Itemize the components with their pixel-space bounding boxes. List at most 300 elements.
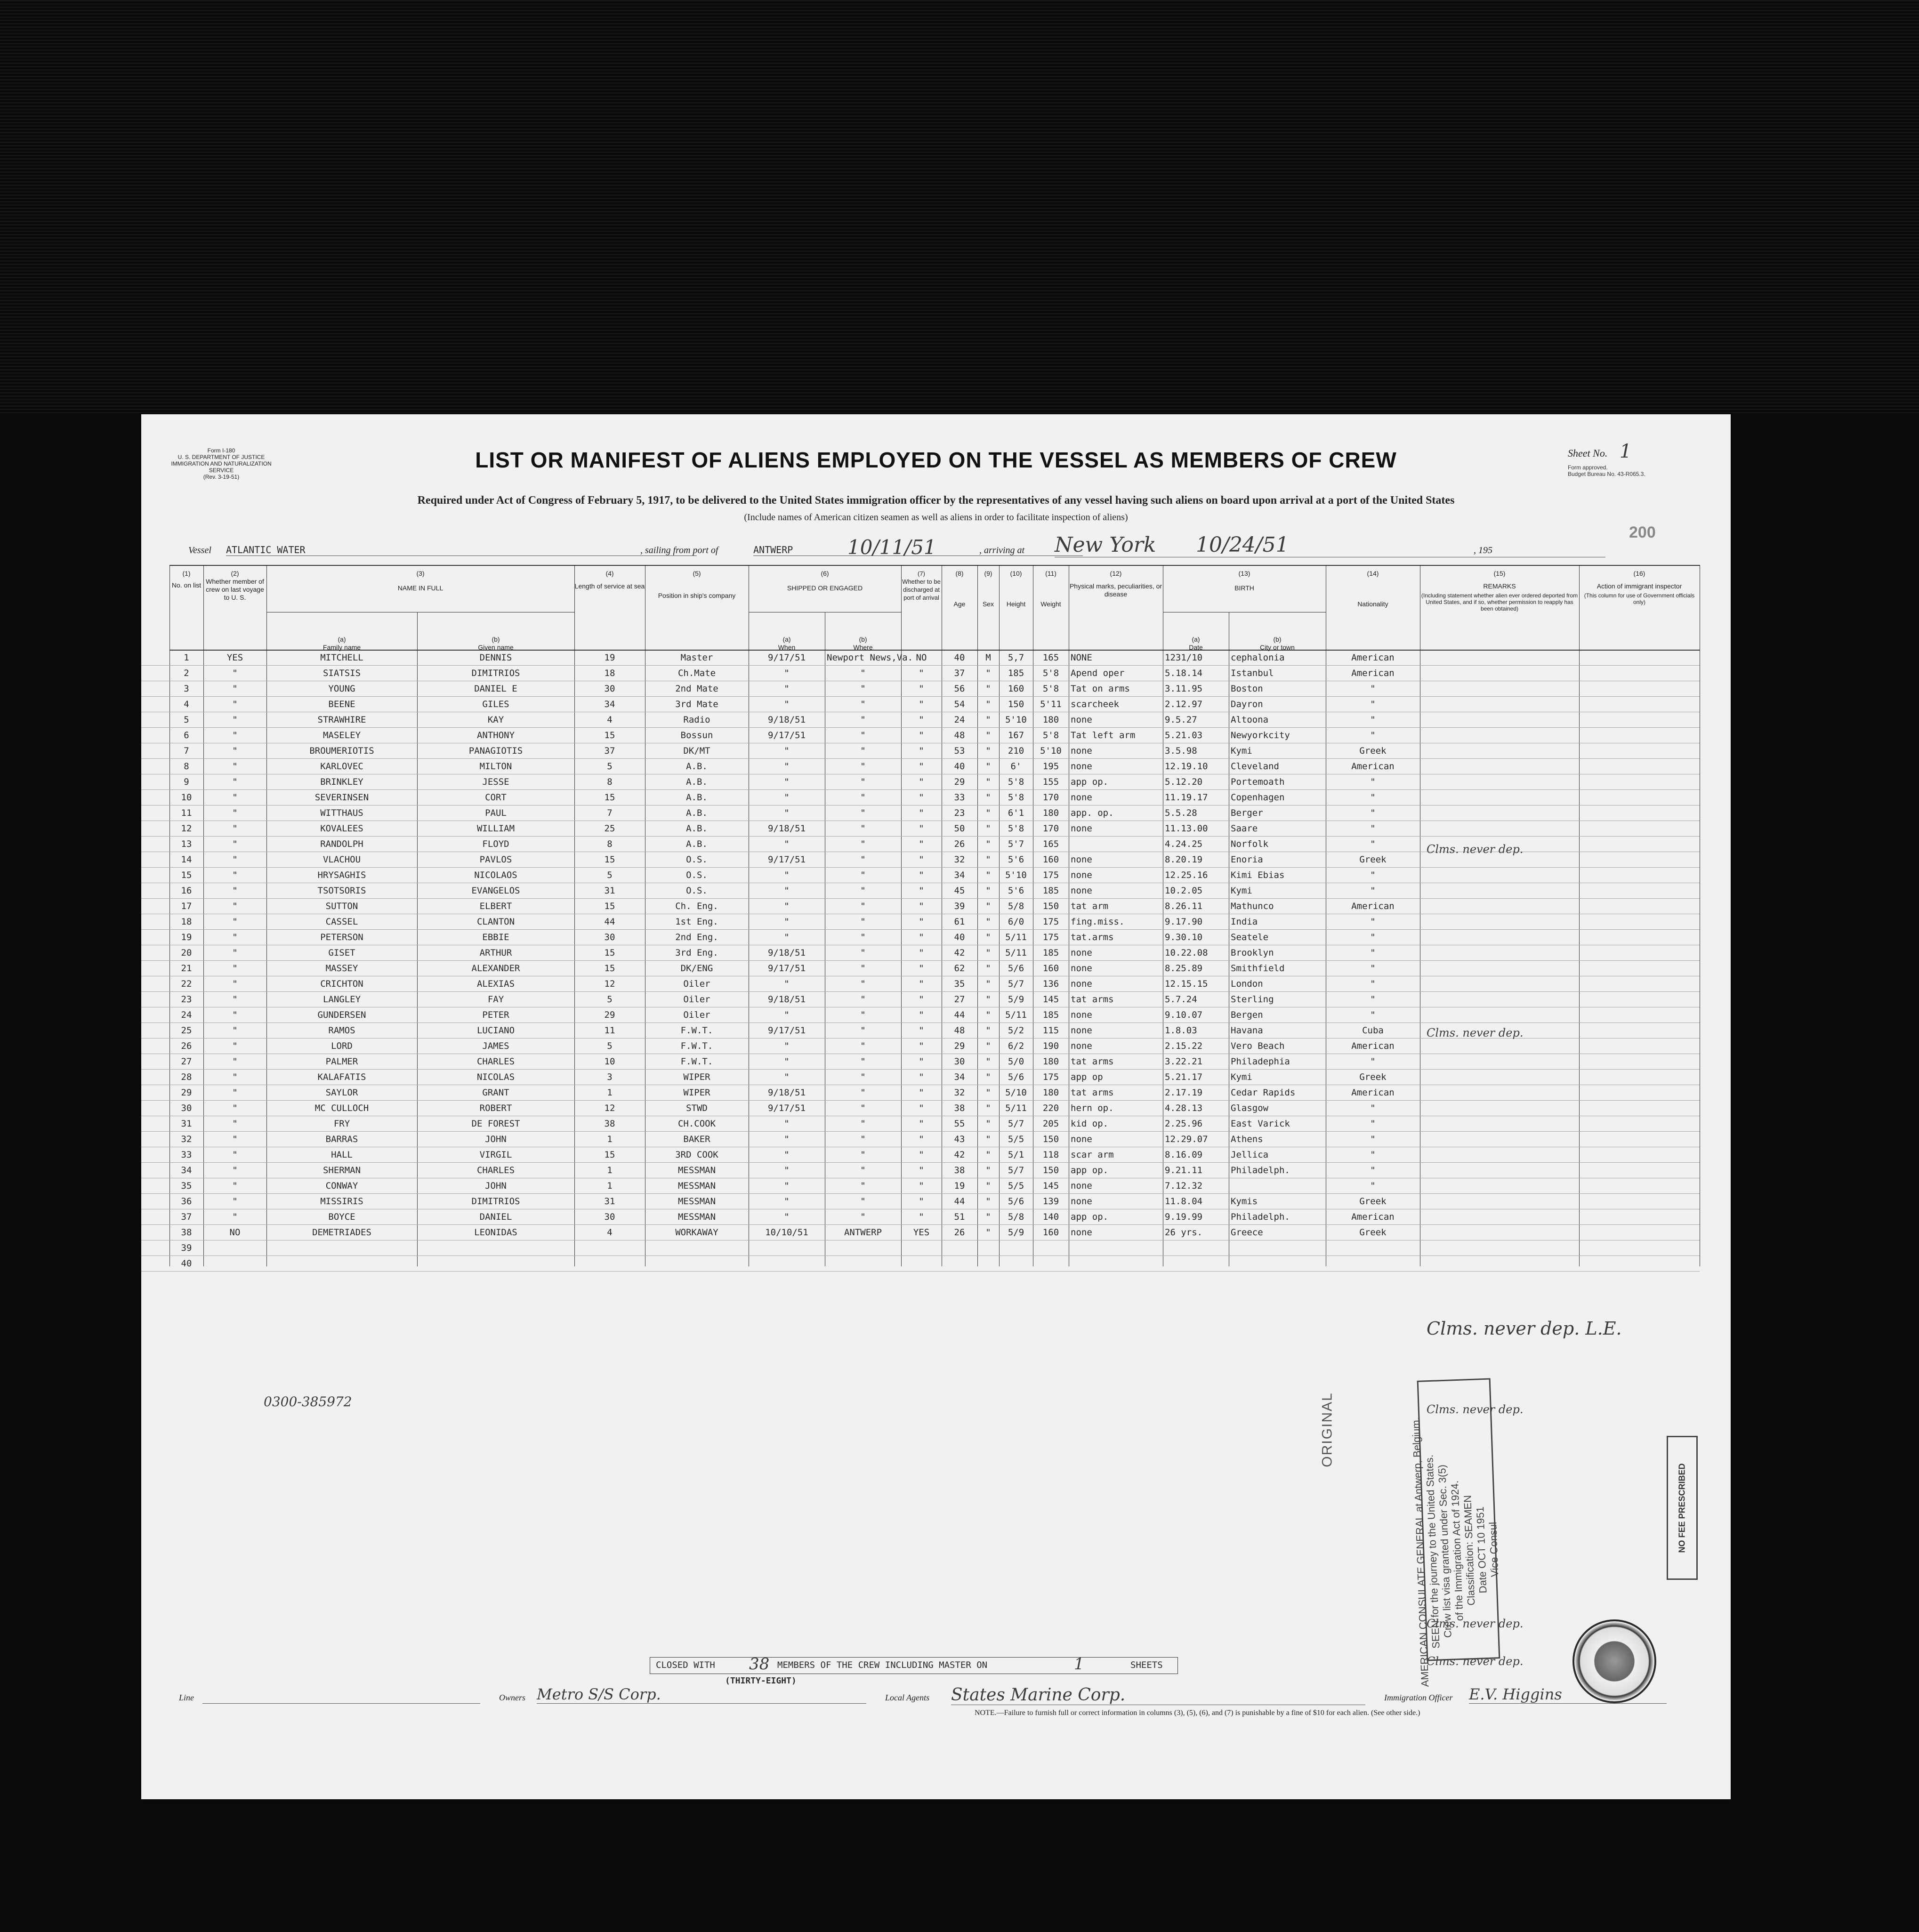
- cell-no: 33: [181, 1150, 192, 1160]
- cell-sex: ": [985, 901, 991, 911]
- cell-bcity: Enoria: [1231, 854, 1263, 865]
- cell-sex: ": [985, 963, 991, 974]
- cell-last: ": [232, 668, 238, 678]
- cell-height: 5/5: [1008, 1181, 1024, 1191]
- cell-position: F.W.T.: [680, 1056, 713, 1067]
- header-where: (b) Where: [853, 636, 873, 651]
- cell-family: MASELEY: [323, 730, 361, 741]
- cell-height: 5'8: [1008, 823, 1024, 834]
- cell-bcity: Cedar Rapids: [1231, 1087, 1296, 1098]
- remark-row-25: Clms. never dep. L.E.: [1427, 1318, 1622, 1339]
- cell-given: CLANTON: [476, 917, 515, 927]
- cell-discharge: ": [919, 792, 924, 803]
- cell-no: 21: [181, 963, 192, 974]
- cell-no: 29: [181, 1087, 192, 1098]
- cell-no: 14: [181, 854, 192, 865]
- cell-last: ": [232, 1150, 238, 1160]
- cell-family: LANGLEY: [323, 994, 361, 1005]
- cell-nat: Greek: [1359, 1227, 1387, 1238]
- cell-where: ": [860, 932, 866, 942]
- no-fee-stamp-text: NO FEE PRESCRIBED: [1677, 1463, 1687, 1553]
- cell-bdate: 8.26.11: [1165, 901, 1203, 911]
- cell-height: 5/6: [1008, 1072, 1024, 1082]
- footer-officer: E.V. Higgins: [1469, 1685, 1667, 1704]
- cell-service: 30: [604, 684, 615, 694]
- cell-nat: Greek: [1359, 1072, 1387, 1082]
- cell-last: ": [232, 1212, 238, 1222]
- cell-position: CH.COOK: [677, 1119, 716, 1129]
- cell-discharge: ": [919, 1087, 924, 1098]
- cell-height: 5'8: [1008, 777, 1024, 787]
- cell-age: 53: [954, 746, 965, 756]
- cell-family: CASSEL: [325, 917, 358, 927]
- cell-nat: American: [1351, 761, 1395, 772]
- cell-age: 29: [954, 777, 965, 787]
- cell-where: ": [860, 668, 866, 678]
- cell-service: 38: [604, 1119, 615, 1129]
- cell-age: 32: [954, 854, 965, 865]
- cell-marks: none: [1071, 870, 1092, 880]
- cell-given: NICOLAS: [476, 1072, 515, 1082]
- closing-statement: [650, 1657, 1178, 1674]
- cell-bcity: Vero Beach: [1231, 1041, 1285, 1051]
- cell-given: LEONIDAS: [474, 1227, 517, 1238]
- cell-given: ARTHUR: [479, 948, 512, 958]
- table-row: [141, 1085, 1700, 1101]
- cell-last: NO: [229, 1227, 241, 1238]
- cell-when: ": [784, 886, 790, 896]
- cell-service: 25: [604, 823, 615, 834]
- cell-no: 4: [184, 699, 189, 709]
- year-suffix: , 195: [1474, 545, 1492, 555]
- cell-where: ": [860, 948, 866, 958]
- cell-bcity: Norfolk: [1231, 839, 1269, 849]
- cell-bcity: Glasgow: [1231, 1103, 1269, 1113]
- cell-sex: ": [985, 1134, 991, 1144]
- cell-age: 26: [954, 1227, 965, 1238]
- cell-age: 39: [954, 901, 965, 911]
- table-row: [141, 1131, 1700, 1147]
- cell-age: 62: [954, 963, 965, 974]
- cell-sex: ": [985, 1025, 991, 1036]
- table-row: [141, 665, 1700, 681]
- cell-age: 30: [954, 1056, 965, 1067]
- header-no: (1) No. on list: [171, 570, 202, 589]
- cell-age: 50: [954, 823, 965, 834]
- cell-nat: ": [1370, 839, 1376, 849]
- cell-bcity: Newyorkcity: [1231, 730, 1290, 741]
- cell-age: 43: [954, 1134, 965, 1144]
- cell-position: Oiler: [683, 1010, 710, 1020]
- cell-last: ": [232, 792, 238, 803]
- cell-last: ": [232, 994, 238, 1005]
- cell-bcity: India: [1231, 917, 1258, 927]
- cell-bcity: Altoona: [1231, 715, 1269, 725]
- cell-family: SAYLOR: [325, 1087, 358, 1098]
- cell-where: ": [860, 870, 866, 880]
- cell-weight: 165: [1042, 652, 1059, 663]
- cell-position: Bossun: [680, 730, 713, 741]
- table-row: [141, 1116, 1700, 1132]
- table-row: [141, 945, 1700, 961]
- cell-sex: ": [985, 1227, 991, 1238]
- cell-height: 5/11: [1005, 948, 1027, 958]
- cell-sex: M: [985, 652, 991, 663]
- cell-where: ": [860, 994, 866, 1005]
- arriving-date: 10/24/51: [1196, 533, 1289, 557]
- cell-height: 6/2: [1008, 1041, 1024, 1051]
- table-row: [141, 960, 1700, 976]
- cell-height: 167: [1008, 730, 1024, 741]
- cell-weight: 175: [1042, 1072, 1059, 1082]
- cell-marks: NONE: [1071, 652, 1092, 663]
- cell-no: 31: [181, 1119, 192, 1129]
- cell-sex: ": [985, 932, 991, 942]
- cell-when: ": [784, 1072, 790, 1082]
- cell-marks: Tat left arm: [1071, 730, 1136, 741]
- cell-age: 26: [954, 839, 965, 849]
- cell-when: ": [784, 777, 790, 787]
- cell-height: 185: [1008, 668, 1024, 678]
- cell-height: 5/10: [1005, 1087, 1027, 1098]
- cell-given: DE FOREST: [471, 1119, 520, 1129]
- cell-where: ": [860, 777, 866, 787]
- cell-last: ": [232, 1196, 238, 1207]
- cell-height: 5/7: [1008, 1119, 1024, 1129]
- table-row: [141, 914, 1700, 930]
- cell-weight: 195: [1042, 761, 1059, 772]
- cell-last: ": [232, 932, 238, 942]
- cell-discharge: ": [919, 684, 924, 694]
- cell-discharge: ": [919, 854, 924, 865]
- cell-age: 27: [954, 994, 965, 1005]
- cell-sex: ": [985, 699, 991, 709]
- cell-weight: 175: [1042, 870, 1059, 880]
- form-identifier: Form I-180 U. S. DEPARTMENT OF JUSTICE IMMIGRATION AND NATURALIZATION SERVICE (Rev. 3-19-51): [171, 447, 272, 480]
- cell-where: ": [860, 1150, 866, 1160]
- cell-bdate: 8.16.09: [1165, 1150, 1203, 1160]
- cell-service: 4: [607, 1227, 613, 1238]
- cell-marks: app. op.: [1071, 808, 1114, 818]
- cell-where: ": [860, 1072, 866, 1082]
- cell-nat: ": [1370, 777, 1376, 787]
- cell-marks: none: [1071, 715, 1092, 725]
- cell-bcity: Kymi: [1231, 886, 1252, 896]
- cell-position: A.B.: [686, 839, 708, 849]
- cell-where: ": [860, 1025, 866, 1036]
- cell-nat: ": [1370, 1181, 1376, 1191]
- cell-nat: ": [1370, 1010, 1376, 1020]
- cell-family: GISET: [328, 948, 355, 958]
- cell-discharge: ": [919, 994, 924, 1005]
- cell-marks: none: [1071, 948, 1092, 958]
- cell-marks: none: [1071, 823, 1092, 834]
- header-sex: (9) Sex: [982, 570, 994, 608]
- cell-family: BROUMERIOTIS: [309, 746, 374, 756]
- cell-weight: 5'8: [1042, 668, 1059, 678]
- cell-service: 18: [604, 668, 615, 678]
- cell-position: MESSMAN: [677, 1212, 716, 1222]
- cell-family: GUNDERSEN: [317, 1010, 366, 1020]
- cell-no: 16: [181, 886, 192, 896]
- cell-service: 8: [607, 839, 613, 849]
- cell-weight: 115: [1042, 1025, 1059, 1036]
- cell-bcity: Brooklyn: [1231, 948, 1274, 958]
- cell-position: Ch. Eng.: [675, 901, 718, 911]
- cell-weight: 180: [1042, 1087, 1059, 1098]
- cell-age: 40: [954, 652, 965, 663]
- cell-no: 34: [181, 1165, 192, 1175]
- cell-bcity: Kymis: [1231, 1196, 1258, 1207]
- cell-where: ": [860, 1103, 866, 1113]
- cell-marks: hern op.: [1071, 1103, 1114, 1113]
- cell-family: CRICHTON: [320, 979, 363, 989]
- cell-discharge: ": [919, 948, 924, 958]
- cell-where: ": [860, 979, 866, 989]
- cell-given: CHARLES: [476, 1165, 515, 1175]
- cell-marks: app op: [1071, 1072, 1103, 1082]
- cell-nat: ": [1370, 1119, 1376, 1129]
- cell-given: DIMITRIOS: [471, 668, 520, 678]
- table-row: [141, 1100, 1700, 1116]
- cell-no: 19: [181, 932, 192, 942]
- cell-bdate: 4.28.13: [1165, 1103, 1203, 1113]
- cell-marks: Tat on arms: [1071, 684, 1130, 694]
- footer-owners-label: Owners: [499, 1693, 526, 1702]
- cell-where: ": [860, 823, 866, 834]
- header-birth-date: (a) Date: [1189, 636, 1203, 651]
- cell-bdate: 9.10.07: [1165, 1010, 1203, 1020]
- cell-service: 15: [604, 854, 615, 865]
- cell-height: 5/0: [1008, 1056, 1024, 1067]
- header-last-voyage: (2) Whether member of crew on last voyage to U. S.: [206, 570, 264, 601]
- manifest-sheet: [141, 414, 1731, 1799]
- cell-bcity: Portemoath: [1231, 777, 1285, 787]
- cell-discharge: ": [919, 823, 924, 834]
- cell-service: 1: [607, 1134, 613, 1144]
- cell-weight: 170: [1042, 823, 1059, 834]
- cell-position: DK/MT: [683, 746, 710, 756]
- arriving-label: , arriving at: [979, 545, 1025, 555]
- cell-height: 210: [1008, 746, 1024, 756]
- cell-given: PETER: [482, 1010, 509, 1020]
- cell-position: A.B.: [686, 823, 708, 834]
- cell-weight: 185: [1042, 948, 1059, 958]
- cell-discharge: ": [919, 1119, 924, 1129]
- footer-owners: Metro S/S Corp.: [537, 1685, 866, 1704]
- cell-bdate: 2.25.96: [1165, 1119, 1203, 1129]
- table-row: [141, 883, 1700, 899]
- cell-weight: 185: [1042, 1010, 1059, 1020]
- reference-number: 0300-385972: [264, 1394, 352, 1409]
- table-row: [141, 650, 1700, 666]
- header-name: (3) NAME IN FULL: [397, 570, 443, 592]
- cell-height: 5'7: [1008, 839, 1024, 849]
- cell-sex: ": [985, 792, 991, 803]
- cell-bcity: Smithfield: [1231, 963, 1285, 974]
- cell-height: 5/1: [1008, 1150, 1024, 1160]
- header-discharge: (7) Whether to be discharged at port of arrival: [902, 570, 941, 601]
- cell-sex: ": [985, 994, 991, 1005]
- cell-nat: ": [1370, 1134, 1376, 1144]
- cell-weight: 190: [1042, 1041, 1059, 1051]
- table-row: [141, 1193, 1700, 1209]
- cell-age: 32: [954, 1087, 965, 1098]
- cell-when: 9/17/51: [767, 854, 806, 865]
- cell-nat: ": [1370, 715, 1376, 725]
- cell-weight: 140: [1042, 1212, 1059, 1222]
- table-row: [141, 898, 1700, 914]
- cell-when: 9/18/51: [767, 948, 806, 958]
- cell-given: VIRGIL: [479, 1150, 512, 1160]
- cell-sex: ": [985, 979, 991, 989]
- header-remarks: (15) REMARKS (Including statement whether alien ever ordered deported from United States, and if so, whether permission to reapply has been obtained): [1421, 570, 1578, 612]
- cell-position: F.W.T.: [680, 1041, 713, 1051]
- cell-family: VLACHOU: [323, 854, 361, 865]
- cell-when: ": [784, 901, 790, 911]
- cell-where: ": [860, 761, 866, 772]
- cell-when: 9/18/51: [767, 715, 806, 725]
- cell-no: 30: [181, 1103, 192, 1113]
- cell-bdate: 12.29.07: [1165, 1134, 1208, 1144]
- cell-bdate: 5.12.20: [1165, 777, 1203, 787]
- cell-bdate: 9.30.10: [1165, 932, 1203, 942]
- cell-given: MILTON: [479, 761, 512, 772]
- cell-bdate: 5.7.24: [1165, 994, 1197, 1005]
- header-birth-city: (b) City or town: [1260, 636, 1295, 651]
- closing-text-b: MEMBERS OF THE CREW INCLUDING MASTER ON: [777, 1660, 988, 1670]
- cell-nat: ": [1370, 994, 1376, 1005]
- cell-weight: 139: [1042, 1196, 1059, 1207]
- cell-given: DANIEL: [479, 1212, 512, 1222]
- cell-height: 5'6: [1008, 854, 1024, 865]
- closing-sheets: 1: [1074, 1655, 1084, 1674]
- cell-age: 40: [954, 932, 965, 942]
- cell-service: 10: [604, 1056, 615, 1067]
- cell-sex: ": [985, 1072, 991, 1082]
- cell-bdate: 7.12.32: [1165, 1181, 1203, 1191]
- cell-service: 3: [607, 1072, 613, 1082]
- cell-bdate: 12.19.10: [1165, 761, 1208, 772]
- cell-bcity: Greece: [1231, 1227, 1263, 1238]
- cell-discharge: ": [919, 1010, 924, 1020]
- cell-discharge: ": [919, 870, 924, 880]
- cell-where: ": [860, 854, 866, 865]
- cell-discharge: ": [919, 979, 924, 989]
- cell-family: FRY: [333, 1119, 350, 1129]
- cell-discharge: ": [919, 746, 924, 756]
- cell-where: ": [860, 886, 866, 896]
- cell-age: 55: [954, 1119, 965, 1129]
- cell-last: ": [232, 901, 238, 911]
- cell-last: ": [232, 1165, 238, 1175]
- cell-nat: ": [1370, 1150, 1376, 1160]
- cell-nat: ": [1370, 792, 1376, 803]
- cell-service: 11: [604, 1025, 615, 1036]
- cell-age: 29: [954, 1041, 965, 1051]
- closing-count: 38: [749, 1655, 770, 1674]
- cell-last: ": [232, 808, 238, 818]
- cell-position: O.S.: [686, 870, 708, 880]
- cell-sex: ": [985, 917, 991, 927]
- cell-marks: none: [1071, 1010, 1092, 1020]
- cell-no: 5: [184, 715, 189, 725]
- cell-given: EVANGELOS: [471, 886, 520, 896]
- cell-when: ": [784, 1010, 790, 1020]
- cell-bcity: Kimi Ebias: [1231, 870, 1285, 880]
- cell-nat: ": [1370, 684, 1376, 694]
- cell-discharge: ": [919, 886, 924, 896]
- cell-no: 20: [181, 948, 192, 958]
- cell-age: 19: [954, 1181, 965, 1191]
- cell-sex: ": [985, 761, 991, 772]
- cell-marks: scarcheek: [1071, 699, 1119, 709]
- cell-where: ": [860, 1041, 866, 1051]
- cell-no: 8: [184, 761, 189, 772]
- cell-family: CONWAY: [325, 1181, 358, 1191]
- cell-when: 10/10/51: [765, 1227, 808, 1238]
- cell-when: ": [784, 761, 790, 772]
- cell-discharge: ": [919, 715, 924, 725]
- cell-height: 5'8: [1008, 792, 1024, 803]
- cell-given: FLOYD: [482, 839, 509, 849]
- cell-family: LORD: [331, 1041, 353, 1051]
- cell-bcity: Cleveland: [1231, 761, 1279, 772]
- table-row: [141, 712, 1700, 728]
- cell-family: MITCHELL: [320, 652, 363, 663]
- cell-nat: ": [1370, 699, 1376, 709]
- cell-bdate: 5.18.14: [1165, 668, 1203, 678]
- cell-discharge: ": [919, 1181, 924, 1191]
- cell-last: YES: [226, 652, 243, 663]
- cell-where: ": [860, 808, 866, 818]
- cell-height: 5/7: [1008, 1165, 1024, 1175]
- cell-age: 51: [954, 1212, 965, 1222]
- cell-where: ": [860, 1134, 866, 1144]
- cell-nat: ": [1370, 932, 1376, 942]
- cell-sex: ": [985, 746, 991, 756]
- cell-height: 5'10: [1005, 870, 1027, 880]
- cell-weight: 160: [1042, 854, 1059, 865]
- cell-when: ": [784, 1150, 790, 1160]
- cell-given: GRANT: [482, 1087, 509, 1098]
- cell-age: 37: [954, 668, 965, 678]
- table-row: [141, 1178, 1700, 1194]
- cell-when: ": [784, 699, 790, 709]
- cell-last: ": [232, 777, 238, 787]
- cell-height: 160: [1008, 684, 1024, 694]
- cell-service: 31: [604, 1196, 615, 1207]
- footer-officer-label: Immigration Officer: [1384, 1693, 1453, 1702]
- cell-when: ": [784, 808, 790, 818]
- cell-given: JAMES: [482, 1041, 509, 1051]
- cell-family: HALL: [331, 1150, 353, 1160]
- cell-age: 40: [954, 761, 965, 772]
- cell-last: ": [232, 1087, 238, 1098]
- cell-where: ": [860, 1165, 866, 1175]
- cell-bdate: 26 yrs.: [1165, 1227, 1203, 1238]
- cell-where: ": [860, 839, 866, 849]
- cell-family: PALMER: [325, 1056, 358, 1067]
- cell-given: DENNIS: [479, 652, 512, 663]
- cell-bcity: Kymi: [1231, 1072, 1252, 1082]
- cell-height: 6': [1010, 761, 1022, 772]
- cell-last: ": [232, 1041, 238, 1051]
- cell-last: ": [232, 948, 238, 958]
- cell-family: MASSEY: [325, 963, 358, 974]
- cell-service: 15: [604, 1150, 615, 1160]
- cell-no: 37: [181, 1212, 192, 1222]
